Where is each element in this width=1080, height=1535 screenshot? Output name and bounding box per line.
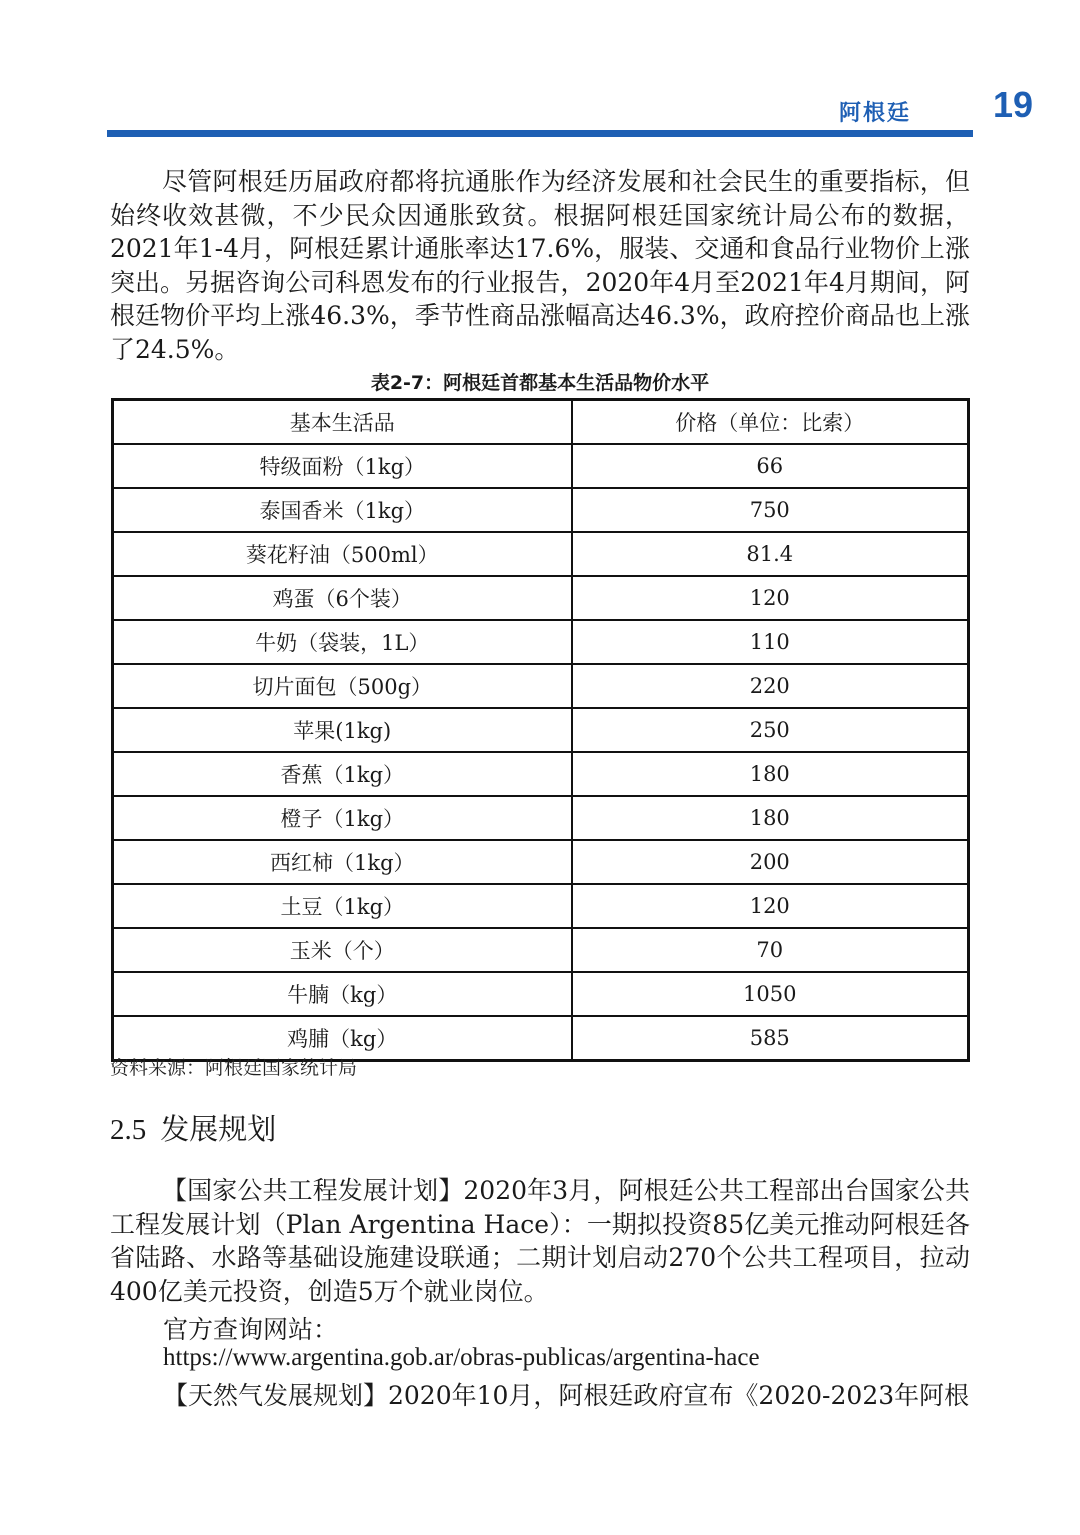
item-cell: 香蕉（1kg） [113, 752, 572, 796]
price-cell: 750 [572, 488, 969, 532]
price-cell: 66 [572, 444, 969, 488]
price-cell: 81.4 [572, 532, 969, 576]
section-title: 发展规划 [160, 1112, 277, 1146]
table-row [113, 972, 969, 1016]
price-cell: 250 [572, 708, 969, 752]
table-row [113, 708, 969, 752]
table-row [113, 752, 969, 796]
table-row [113, 884, 969, 928]
price-cell: 110 [572, 620, 969, 664]
price-cell: 585 [572, 1016, 969, 1061]
public-works-paragraph: 【国家公共工程发展计划】2020年3月，阿根廷公共工程部出台国家公共工程发展计划（Plan Argentina Hace）：一期拟投资85亿美元推动阿根廷各省陆路、水路等基础设施建设联通；二期计划启动270个公共工程项目，拉动400亿美元投资，创造5万个就业岗位。 [110, 1176, 970, 1306]
item-cell: 牛腩（kg） [113, 972, 572, 1016]
header-rule [107, 130, 973, 137]
gas-plan-line: 【天然气发展规划】2020年10月，阿根廷政府宣布《2020-2023年阿根 [163, 1381, 970, 1410]
page-header [107, 84, 1033, 138]
table-row [113, 928, 969, 972]
item-cell: 土豆（1kg） [113, 884, 572, 928]
item-cell: 玉米（个） [113, 928, 572, 972]
table-row [113, 444, 969, 488]
table-caption: 表2-7：阿根廷首都基本生活品物价水平 [370, 372, 710, 394]
section-number: 2.5 [110, 1114, 147, 1146]
table-body [113, 444, 969, 1061]
inflation-paragraph: 尽管阿根廷历届政府都将抗通胀作为经济发展和社会民生的重要指标，但始终收效甚微，不少民众因通胀致贫。根据阿根廷国家统计局公布的数据，2021年1-4月，阿根廷累计通胀率达17.6%，服装、交通和食品行业物价上涨突出。另据咨询公司科恩发布的行业报告，2020年4月至2021年4月期间，阿根廷物价平均上涨46.3%，季节性商品涨幅高达46.3%，政府控价商品也上涨了24.5%。 [110, 167, 970, 364]
header-price: 价格（单位：比索） [572, 400, 969, 445]
table-source: 资料来源：阿根廷国家统计局 [110, 1057, 358, 1079]
item-cell: 西红柿（1kg） [113, 840, 572, 884]
item-cell: 橙子（1kg） [113, 796, 572, 840]
item-cell: 特级面粉（1kg） [113, 444, 572, 488]
item-cell: 鸡蛋（6个装） [113, 576, 572, 620]
table-row [113, 576, 969, 620]
table-row [113, 664, 969, 708]
price-cell: 220 [572, 664, 969, 708]
price-cell: 200 [572, 840, 969, 884]
table-row [113, 620, 969, 664]
item-cell: 牛奶（袋装，1L） [113, 620, 572, 664]
price-cell: 120 [572, 576, 969, 620]
item-cell: 切片面包（500g） [113, 664, 572, 708]
page-number: 19 [992, 84, 1033, 125]
price-cell: 1050 [572, 972, 969, 1016]
price-table [111, 398, 970, 1062]
header-item: 基本生活品 [113, 400, 572, 445]
section-heading [110, 1107, 276, 1148]
item-cell: 苹果(1kg) [113, 708, 572, 752]
table-header-row [113, 400, 969, 445]
price-cell: 180 [572, 752, 969, 796]
official-site-url[interactable]: https://www.argentina.gob.ar/obras-publicas/argentina-hace [163, 1344, 760, 1371]
table-row [113, 532, 969, 576]
table-row [113, 488, 969, 532]
table-row [113, 796, 969, 840]
item-cell: 泰国香米（1kg） [113, 488, 572, 532]
price-cell: 120 [572, 884, 969, 928]
item-cell: 葵花籽油（500ml） [113, 532, 572, 576]
header-country: 阿根廷 [838, 101, 911, 126]
item-cell: 鸡脯（kg） [113, 1016, 572, 1061]
table-row [113, 840, 969, 884]
price-cell: 180 [572, 796, 969, 840]
official-site-label: 官方查询网站： [163, 1315, 339, 1344]
price-cell: 70 [572, 928, 969, 972]
